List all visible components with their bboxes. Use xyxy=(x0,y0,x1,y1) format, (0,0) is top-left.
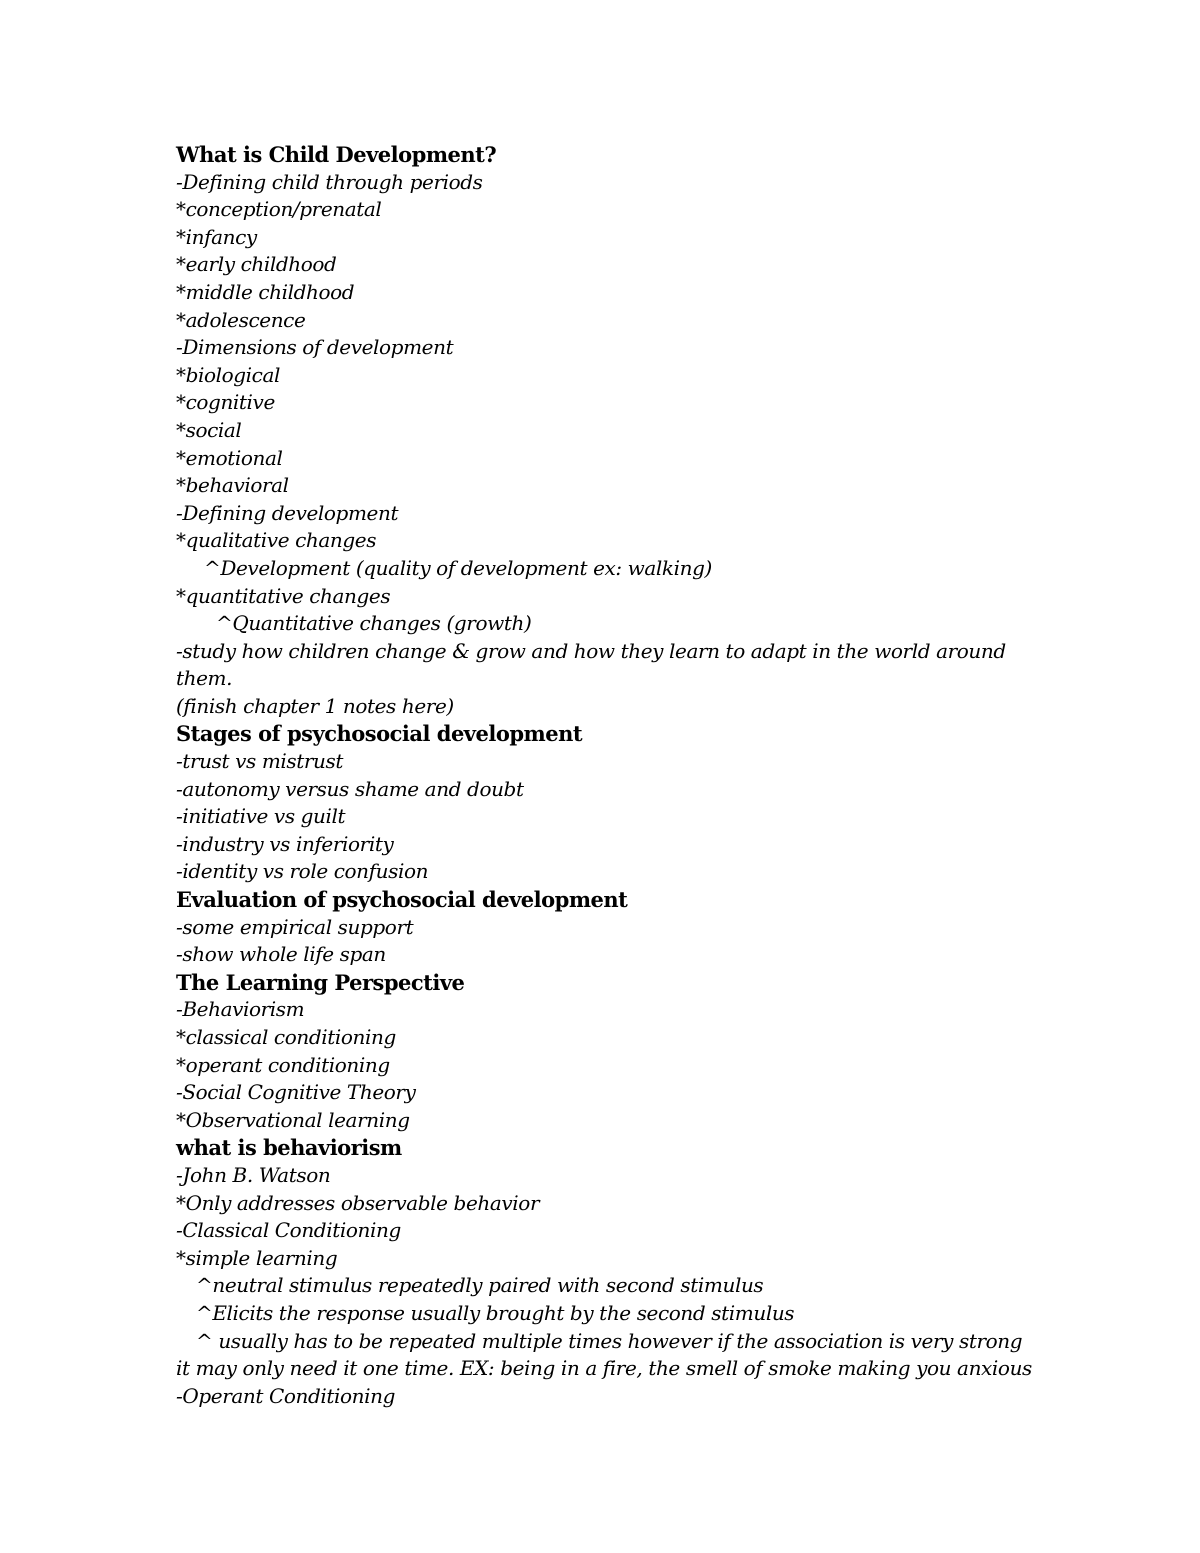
note-line: -Defining child through periods xyxy=(176,169,483,194)
note-line: -John B. Watson xyxy=(176,1162,331,1187)
note-line: *behavioral xyxy=(176,473,289,498)
section-heading: What is Child Development? xyxy=(176,142,497,167)
note-line: it may only need it one time. EX: being in a fire, the smell of smoke making you anxious xyxy=(176,1356,1032,1381)
section-heading: Evaluation of psychosocial development xyxy=(176,887,628,913)
note-line: -Operant Conditioning xyxy=(176,1383,396,1408)
note-line: -show whole life span xyxy=(176,942,386,967)
note-line: *social xyxy=(176,417,242,442)
note-line: *adolescence xyxy=(176,307,306,332)
note-line: *infancy xyxy=(176,224,257,249)
note-line: ^Elicits the response usually brought by the second stimulus xyxy=(196,1300,795,1325)
note-line: *qualitative changes xyxy=(176,528,377,553)
note-line: -study how children change & grow and how they learn to adapt in the world around xyxy=(176,638,1006,663)
note-line: -Social Cognitive Theory xyxy=(176,1080,416,1105)
note-line: them. xyxy=(176,666,233,691)
section-heading: Stages of psychosocial development xyxy=(176,721,583,747)
note-line: -trust vs mistrust xyxy=(176,749,344,774)
note-line: *early childhood xyxy=(176,252,337,277)
note-line: -industry vs inferiority xyxy=(176,831,394,856)
note-line: *operant conditioning xyxy=(176,1052,390,1077)
note-line: *simple learning xyxy=(176,1245,338,1270)
note-line: -Dimensions of development xyxy=(176,335,454,360)
section-heading: The Learning Perspective xyxy=(176,969,465,995)
note-line: *middle childhood xyxy=(176,279,355,304)
note-line: *emotional xyxy=(176,445,283,470)
note-line: ^ usually has to be repeated multiple times however if the association is very strong xyxy=(196,1328,1023,1353)
notes-body xyxy=(176,141,1036,1410)
note-line: -autonomy versus shame and doubt xyxy=(176,776,524,801)
note-line: -initiative vs guilt xyxy=(176,804,346,829)
note-line: *Observational learning xyxy=(176,1107,410,1132)
note-line: -Classical Conditioning xyxy=(176,1218,401,1243)
section-heading: what is behaviorism xyxy=(176,1135,402,1161)
note-line: -identity vs role confusion xyxy=(176,859,429,884)
note-line: *biological xyxy=(176,362,280,387)
note-line: *cognitive xyxy=(176,390,275,415)
note-line: (finish chapter 1 notes here) xyxy=(176,693,454,718)
note-line: *classical conditioning xyxy=(176,1025,396,1049)
note-line: -Defining development xyxy=(176,500,399,525)
note-line: ^Development (quality of development ex: walking) xyxy=(204,555,712,580)
note-line: ^neutral stimulus repeatedly paired with second stimulus xyxy=(196,1273,764,1298)
note-line: -some empirical support xyxy=(176,914,414,939)
note-line: ^Quantitative changes (growth) xyxy=(216,611,532,636)
note-line: *Only addresses observable behavior xyxy=(176,1190,540,1215)
note-line: -Behaviorism xyxy=(176,997,305,1022)
note-line: *quantitative changes xyxy=(176,583,391,608)
note-line: *conception/prenatal xyxy=(176,197,382,222)
